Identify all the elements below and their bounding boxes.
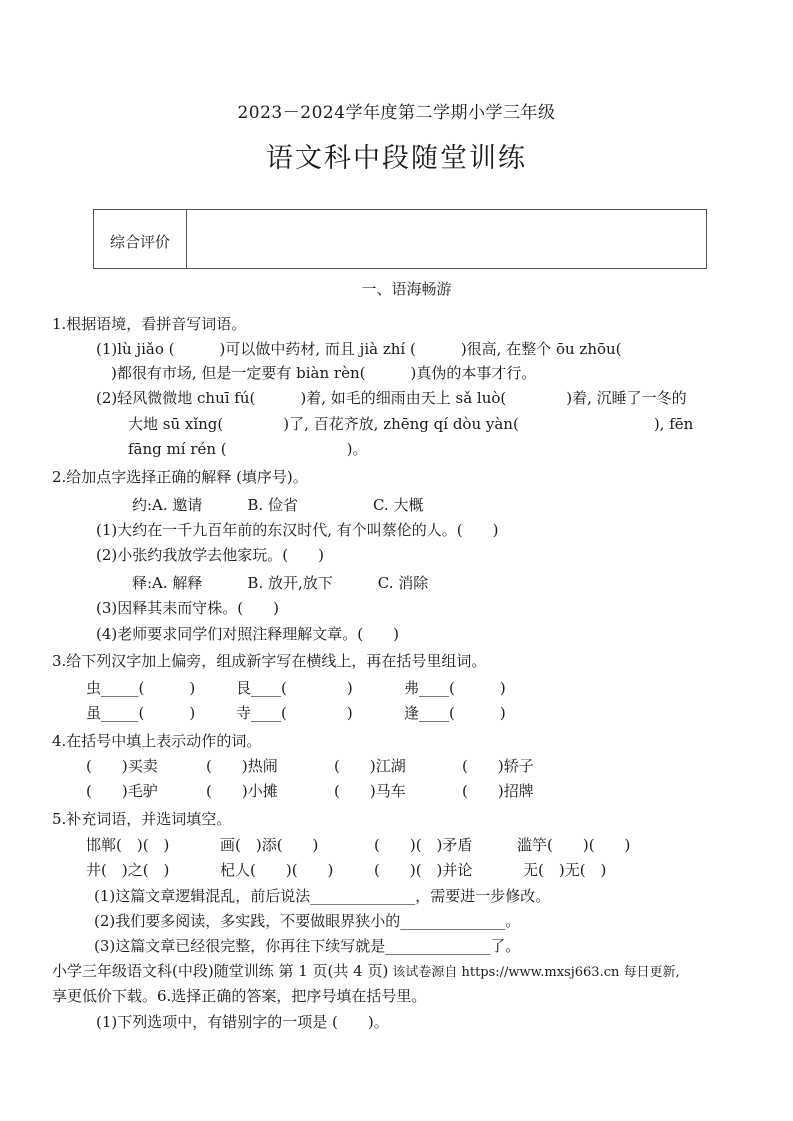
question-2-stem: 2.给加点字选择正确的解释 (填序号)。	[52, 468, 308, 486]
question-3-cell: 艮____( )	[236, 679, 353, 697]
page-footer-continued: 享更低价下载。6.选择正确的答案，把序号填在括号里。	[52, 987, 427, 1005]
question-4-cell: ( )热闹	[206, 757, 278, 775]
question-1-line: 大地 sū xǐng( )了, 百花齐放, zhēng qí dòu yàn( ), fēn	[128, 415, 694, 433]
source-note: 该试卷源自 https://www.mxsj663.cn 每日更新,	[392, 965, 680, 980]
question-2-item: (2)小张约我放学去他家玩。( )	[96, 546, 324, 564]
question-3-cell: 弗____( )	[404, 679, 506, 697]
question-1-stem: 1.根据语境，看拼音写词语。	[52, 315, 247, 333]
question-3-cell: 寺____( )	[236, 704, 353, 722]
question-4-cell: ( )轿子	[462, 757, 534, 775]
question-5-cell: 井( )之( )	[86, 861, 170, 879]
question-1-line: )都很有市场, 但是一定要有 biàn rèn( )真伪的本事才行。	[96, 364, 537, 382]
question-5-stem: 5.补充词语，并选词填空。	[52, 810, 232, 828]
exam-subtitle: 2023－2024学年度第二学期小学三年级	[237, 103, 556, 123]
question-5-item: (3)这篇文章已经很完整，你再往下续写就是______________了。	[94, 937, 521, 955]
question-4-cell: ( )马车	[334, 782, 406, 800]
question-5-item: (2)我们要多阅读，多实践，不要做眼界狭小的______________。	[94, 912, 521, 930]
evaluation-label: 综合评价	[94, 210, 187, 268]
page-footer	[52, 960, 680, 981]
question-5-item: (1)这篇文章逻辑混乱，前后说法______________，需要进一步修改。	[94, 887, 551, 905]
evaluation-table	[93, 209, 707, 269]
question-5-cell: ( )( )并论	[374, 861, 473, 879]
question-1-line: fāng mí rén ( )。	[128, 440, 368, 458]
question-2-item: (4)老师要求同学们对照注释理解文章。( )	[96, 625, 399, 643]
question-5-cell: 邯郸( )( )	[86, 836, 170, 854]
question-3-cell: 虫_____( )	[86, 679, 196, 697]
question-4-cell: ( )毛驴	[86, 782, 158, 800]
question-1-line: (1)lù jiǎo ( )可以做中药材, 而且 jià zhí ( )很高, 在整个 ōu zhōu(	[96, 340, 622, 358]
evaluation-value-cell[interactable]	[187, 210, 706, 268]
question-3-cell: 逢____( )	[404, 704, 506, 722]
question-4-cell: ( )小摊	[206, 782, 278, 800]
question-2-item: (1)大约在一千九百年前的东汉时代, 有个叫蔡伦的人。( )	[96, 521, 499, 539]
question-6-item: (1)下列选项中，有错别字的一项是 ( )。	[96, 1013, 389, 1031]
question-2-options: 约:A. 邀请 B. 俭省 C. 大概	[132, 496, 424, 514]
question-2-item: (3)因释其耒而守株。( )	[96, 599, 279, 617]
question-5-cell: 画( )添( )	[220, 836, 319, 854]
section-title: 一、语海畅游	[361, 280, 452, 298]
question-4-cell: ( )买卖	[86, 757, 158, 775]
question-5-cell: 滥竽( )( )	[517, 836, 631, 854]
question-1-line: (2)轻风微微地 chuī fú( )着, 如毛的细雨由天上 sǎ luò( )着, 沉睡了一冬的	[96, 389, 687, 407]
page-footer-label: 小学三年级语文科(中段)随堂训练 第 1 页(共 4 页)	[52, 962, 389, 980]
question-4-cell: ( )招牌	[462, 782, 534, 800]
question-2-options: 释:A. 解释 B. 放开,放下 C. 消除	[132, 574, 429, 592]
question-3-cell: 虽_____( )	[86, 704, 196, 722]
question-5-cell: 杞人( )( )	[220, 861, 334, 879]
exam-title: 语文科中段随堂训练	[266, 143, 527, 174]
question-5-cell: 无( )无( )	[523, 861, 607, 879]
question-4-cell: ( )江湖	[334, 757, 406, 775]
question-3-stem: 3.给下列汉字加上偏旁，组成新字写在横线上，再在括号里组词。	[52, 652, 487, 670]
question-5-cell: ( )( )矛盾	[374, 836, 473, 854]
question-4-stem: 4.在括号中填上表示动作的词。	[52, 732, 262, 750]
